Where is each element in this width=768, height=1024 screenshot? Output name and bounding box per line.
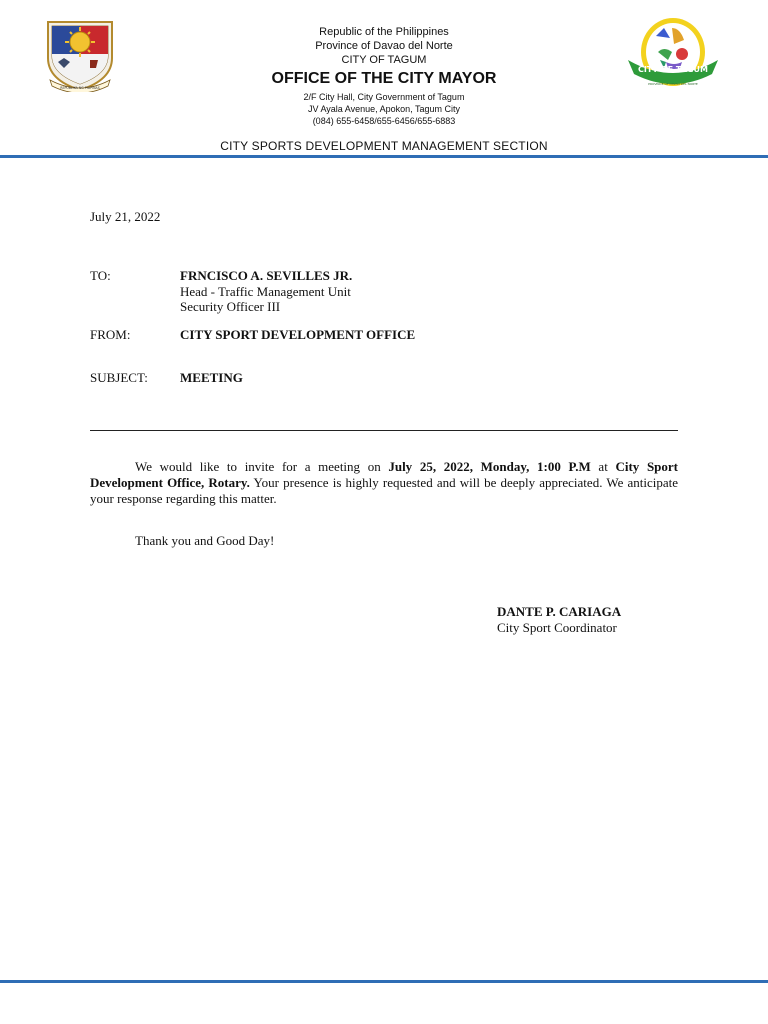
office-title: OFFICE OF THE CITY MAYOR xyxy=(271,70,497,87)
from-label: FROM: xyxy=(90,327,131,342)
subject-value: MEETING xyxy=(180,370,243,385)
to-title-2: Security Officer III xyxy=(180,299,281,314)
seal-banner-text: CITY OF TAGUM xyxy=(638,65,708,74)
footer-rule xyxy=(0,980,768,983)
from-value: CITY SPORT DEVELOPMENT OFFICE xyxy=(180,327,416,342)
header-rule xyxy=(0,155,768,158)
signatory-name: DANTE P. CARIAGA xyxy=(497,604,622,619)
memo-date: July 21, 2022 xyxy=(90,209,161,224)
header-province: Province of Davao del Norte xyxy=(315,40,453,52)
header-phone: (084) 655-6458/655-6456/655-6883 xyxy=(312,116,456,126)
meeting-venue: City Sport Development Office, Rotary. xyxy=(90,459,679,490)
seal-ribbon-text: REPUBLIKA NG PILIPINAS xyxy=(60,86,100,90)
section-title: CITY SPORTS DEVELOPMENT MANAGEMENT SECTION xyxy=(220,139,548,153)
header-republic: Republic of the Philippines xyxy=(319,26,449,38)
to-name: FRNCISCO A. SEVILLES JR. xyxy=(180,268,353,283)
header-address-1: 2/F City Hall, City Government of Tagum xyxy=(303,92,465,102)
signatory-title: City Sport Coordinator xyxy=(497,620,617,635)
seal-ring-text: PROVINCE OF DAVAO DEL NORTE xyxy=(648,82,698,86)
body-text-a: We would like to invite for a meeting on xyxy=(135,459,389,474)
closing-line: Thank you and Good Day! xyxy=(135,533,275,548)
body-text-e: Your presence is highly requested and will be deeply appreciated. We anticipate your response regarding this matter. xyxy=(90,475,679,506)
body-paragraph xyxy=(90,459,678,507)
body-text-c: at xyxy=(590,459,616,474)
meeting-datetime: July 25, 2022, Monday, 1:00 P.M xyxy=(388,459,591,474)
memo-divider xyxy=(90,430,678,431)
subject-label: SUBJECT: xyxy=(90,370,148,385)
header-city: CITY OF TAGUM xyxy=(341,54,427,66)
header-address-2: JV Ayala Avenue, Apokon, Tagum City xyxy=(307,104,461,114)
to-title-1: Head - Traffic Management Unit xyxy=(180,284,351,299)
to-label: TO: xyxy=(90,268,111,283)
